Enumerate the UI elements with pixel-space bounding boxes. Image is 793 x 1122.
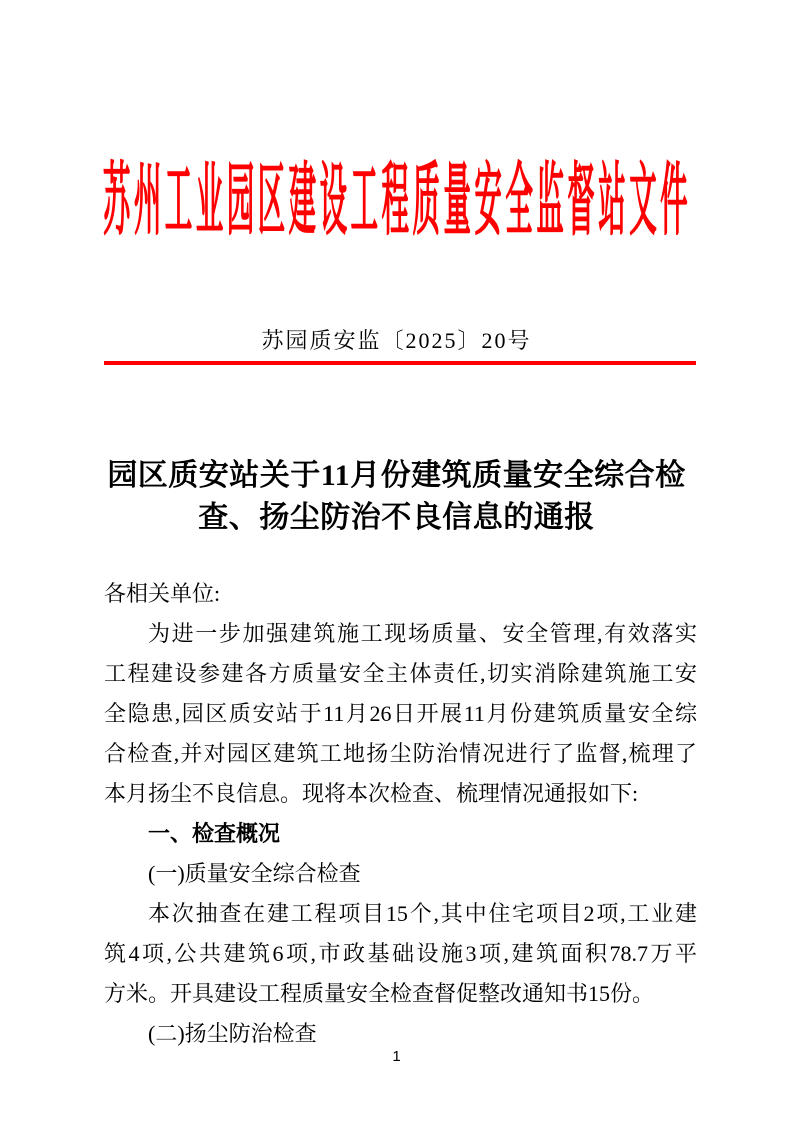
document-title	[80, 455, 713, 539]
subsection-1-heading: (一)质量安全综合检查	[148, 861, 361, 886]
doc-number: 苏园质安监〔2025〕20号	[261, 328, 532, 353]
section-1-heading: 一、检查概况	[148, 821, 281, 846]
paragraph-1-line-5: 本月扬尘不良信息。现将本次检查、梳理情况通报如下:	[104, 781, 639, 806]
document-body	[104, 574, 697, 1054]
paragraph-1-line-4: 合检查,并对园区建筑工地扬尘防治情况进行了监督,梳理了	[104, 741, 697, 766]
paragraph-2-line-1: 本次抽查在建工程项目15个,其中住宅项目2项,工业建	[148, 901, 697, 926]
letterhead	[0, 156, 793, 245]
page-number: 1	[392, 1048, 401, 1065]
paragraph-1-line-1: 为进一步加强建筑施工现场质量、安全管理,有效落实	[148, 621, 697, 646]
red-divider	[104, 361, 696, 365]
letterhead-title: 苏州工业园区建设工程质量安全监督站文件	[102, 156, 691, 245]
document-title-line1: 园区质安站关于11月份建筑质量安全综合检	[107, 459, 686, 492]
subsection-2-heading: (二)扬尘防治检查	[148, 1021, 317, 1046]
paragraph-2-line-3: 方米。开具建设工程质量安全检查督促整改通知书15份。	[104, 981, 655, 1006]
document-title-line2: 查、扬尘防治不良信息的通报	[198, 501, 595, 534]
salutation: 各相关单位:	[104, 581, 221, 606]
paragraph-1-line-2: 工程建设参建各方质量安全主体责任,切实消除建筑施工安	[104, 661, 697, 686]
paragraph-1-line-3: 全隐患,园区质安站于11月26日开展11月份建筑质量安全综	[104, 701, 697, 726]
paragraph-2-line-2: 筑4项,公共建筑6项,市政基础设施3项,建筑面积78.7万平	[104, 941, 697, 966]
